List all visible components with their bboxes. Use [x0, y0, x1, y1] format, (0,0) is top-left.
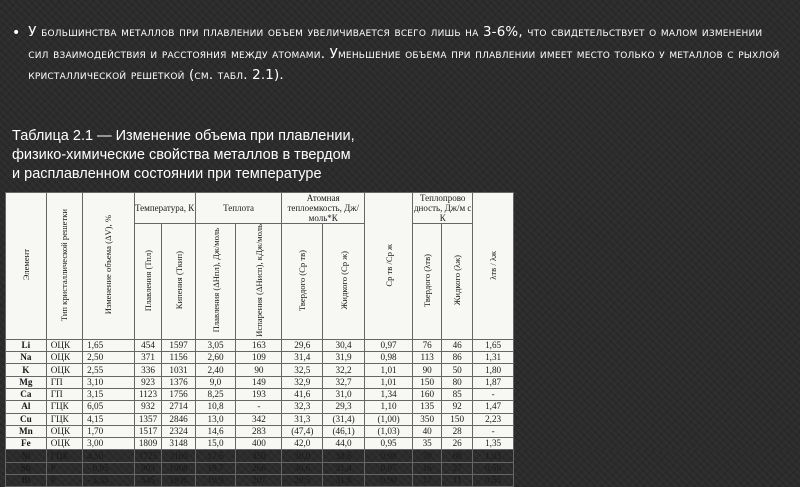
- table-cell: 1725: [134, 450, 162, 462]
- table-cell: 32,2: [323, 364, 365, 376]
- table-cell: 3,10: [83, 376, 134, 388]
- header-capacity: Атомная теплоемкость, Дж/моль*К: [282, 193, 365, 224]
- header-temperature: Температура, К: [134, 193, 195, 224]
- table-cell: 32,7: [323, 376, 365, 388]
- table-cell: Р: [46, 475, 82, 487]
- table-cell: 150: [413, 376, 442, 388]
- table-cell: 1,47: [473, 401, 514, 413]
- table-cell: 903: [134, 462, 162, 474]
- table-cell: 29,3: [323, 401, 365, 413]
- table-cell: 90: [236, 364, 282, 376]
- table-cell: 2,50: [83, 352, 134, 364]
- table-cell: 149: [236, 376, 282, 388]
- table-cell: 150: [442, 413, 473, 425]
- table-row: [6, 462, 514, 474]
- table-cell: 42,0: [282, 438, 323, 450]
- table-row: [6, 364, 514, 376]
- table-cell: ОЦК: [46, 425, 82, 437]
- table-cell: 1123: [134, 389, 162, 401]
- table-cell: 40: [413, 425, 442, 437]
- header-boiling-t: Кипения (Ткип): [162, 224, 195, 340]
- table-cell: 17,6: [195, 450, 236, 462]
- table-cell: 1517: [134, 425, 162, 437]
- header-ratio-c: Ср тв /Ср ж: [364, 193, 412, 340]
- table-cell: (1,00): [364, 413, 412, 425]
- table-cell: 11: [442, 475, 473, 487]
- table-cell: 1908: [162, 462, 195, 474]
- table-cell: ОЦК: [46, 352, 82, 364]
- table-cell: 545: [134, 475, 162, 487]
- table-cell: 932: [134, 401, 162, 413]
- table-row: [6, 450, 514, 462]
- table-cell: 1,65: [83, 339, 134, 351]
- table-row: [6, 339, 514, 351]
- table-cell: 3,15: [83, 389, 134, 401]
- table-cell: 16: [413, 462, 442, 474]
- bullet-text: У большинства металлов при плавлении объем увеличивается всего лишь на 3-6%, что свидетельствует о малом изменении сил взаимодействия и расстояния между атомами. Уменьшение объема при плавлении имеет место только у металлов с рыхлой кристаллической решеткой (см. табл. 2.1).: [28, 25, 780, 83]
- header-element: Элемент: [6, 193, 47, 340]
- table-cell: 1597: [162, 339, 195, 351]
- header-heat: Теплота: [195, 193, 282, 224]
- table-cell: 86: [442, 352, 473, 364]
- table-cell: -: [473, 389, 514, 401]
- table-cell: 336: [134, 364, 162, 376]
- table-cell: 2714: [162, 401, 195, 413]
- table-cell: 4,50: [83, 450, 134, 462]
- header-solid-c: Твердого (Ср тв): [282, 224, 323, 340]
- table-cell: 31,4: [323, 462, 365, 474]
- table-cell: 1,34: [364, 389, 412, 401]
- table-cell: 1,70: [83, 425, 134, 437]
- table-cell: 3160: [162, 450, 195, 462]
- table-scan: [5, 192, 514, 486]
- table-cell: ГП: [46, 376, 82, 388]
- table-row: [6, 475, 514, 487]
- table-cell: 207: [236, 475, 282, 487]
- element-cell: K: [6, 364, 47, 376]
- table-cell: 26: [442, 438, 473, 450]
- table-cell: 0,97: [364, 462, 412, 474]
- table-cell: 3,00: [83, 438, 134, 450]
- table-cell: 31,8: [323, 475, 365, 487]
- table-row: [6, 389, 514, 401]
- table-cell: 32,9: [282, 376, 323, 388]
- table-cell: 10,8: [195, 401, 236, 413]
- table-cell: 0,59: [473, 462, 514, 474]
- table-cell: - 0,95: [83, 462, 134, 474]
- table-cell: ГЦК: [46, 413, 82, 425]
- table-cell: 4,15: [83, 413, 134, 425]
- table-cell: 163: [236, 339, 282, 351]
- table-cell: 0,97: [364, 339, 412, 351]
- table-cell: ГЦК: [46, 401, 82, 413]
- table-cell: 1,65: [473, 339, 514, 351]
- table-cell: (47,4): [282, 425, 323, 437]
- element-cell: Ca: [6, 389, 47, 401]
- table-cell: - 3,35: [83, 475, 134, 487]
- table-row: [6, 401, 514, 413]
- element-cell: Ni: [6, 450, 47, 462]
- table-caption: [12, 127, 452, 184]
- table-cell: 3,05: [195, 339, 236, 351]
- element-cell: Mg: [6, 376, 47, 388]
- caption-line-2: физико-химические свойства металлов в твердом: [12, 147, 351, 163]
- table-cell: 14,6: [195, 425, 236, 437]
- table-cell: 113: [413, 352, 442, 364]
- table-body: [6, 339, 514, 487]
- table-cell: 1,01: [364, 376, 412, 388]
- table-cell: 50: [442, 364, 473, 376]
- table-cell: 28: [442, 425, 473, 437]
- table-cell: 31,9: [323, 352, 365, 364]
- table-cell: 32,3: [282, 401, 323, 413]
- element-cell: Mn: [6, 425, 47, 437]
- element-cell: Fe: [6, 438, 47, 450]
- table-cell: 19,7: [195, 462, 236, 474]
- table-cell: 41,6: [282, 389, 323, 401]
- table-cell: ГП: [46, 389, 82, 401]
- table-cell: 193: [236, 389, 282, 401]
- header-melting-t: Плавления (Тпл): [134, 224, 162, 340]
- header-volume-change: Изменение объема (ΔV), %: [83, 193, 134, 340]
- table-row: [6, 425, 514, 437]
- table-cell: ОЦК: [46, 438, 82, 450]
- table-cell: 3148: [162, 438, 195, 450]
- table-cell: 90: [413, 364, 442, 376]
- element-cell: Li: [6, 339, 47, 351]
- table-cell: 2,40: [195, 364, 236, 376]
- table-cell: 2,23: [473, 413, 514, 425]
- table-cell: 350: [413, 413, 442, 425]
- table-cell: 1031: [162, 364, 195, 376]
- header-liquid-k: Жидкого (λж): [442, 224, 473, 340]
- table-cell: 46: [442, 339, 473, 351]
- table-cell: 1,10: [364, 401, 412, 413]
- table-cell: 0,98: [364, 352, 412, 364]
- table-cell: 342: [236, 413, 282, 425]
- table-cell: 44,0: [323, 438, 365, 450]
- table-cell: 31,4: [282, 352, 323, 364]
- table-cell: ГЦК: [46, 450, 82, 462]
- table-cell: 80: [442, 376, 473, 388]
- table-cell: (31,4): [323, 413, 365, 425]
- table-cell: 38,0: [282, 450, 323, 462]
- table-cell: 15,0: [195, 438, 236, 450]
- header-solid-k: Твердого (λтв): [413, 224, 442, 340]
- table-cell: ОЦК: [46, 364, 82, 376]
- table-cell: 1,35: [473, 438, 514, 450]
- table-cell: 30,6: [282, 462, 323, 474]
- table-cell: 76: [413, 339, 442, 351]
- table-cell: Р: [46, 462, 82, 474]
- caption-line-3: и расплавленном состоянии при температуре: [12, 166, 322, 182]
- table-cell: 2,60: [195, 352, 236, 364]
- table-cell: 17: [413, 475, 442, 487]
- table-cell: 27: [442, 462, 473, 474]
- header-evap-h: Испарения (ΔHисп), кДж/моль: [236, 224, 282, 340]
- table-cell: 1376: [162, 376, 195, 388]
- table-cell: 32,5: [282, 364, 323, 376]
- table-cell: 0,55: [473, 475, 514, 487]
- table-cell: 1357: [134, 413, 162, 425]
- header-melting-h: Плавления (ΔHпл), Дж/моль: [195, 224, 236, 340]
- table-cell: 70: [413, 450, 442, 462]
- header-conductivity: Теплопрово дность, Дж/м с К: [413, 193, 472, 223]
- table-cell: 266: [236, 462, 282, 474]
- metals-table: [5, 192, 514, 487]
- table-row: [6, 413, 514, 425]
- table-cell: 10,9: [195, 475, 236, 487]
- caption-line-1: Таблица 2.1 — Изменение объема при плавлении,: [12, 128, 355, 144]
- table-cell: 1,01: [364, 364, 412, 376]
- element-cell: Sb: [6, 462, 47, 474]
- table-cell: 283: [236, 425, 282, 437]
- table-cell: 371: [134, 352, 162, 364]
- table-cell: 28,5: [282, 475, 323, 487]
- table-cell: 30,4: [323, 339, 365, 351]
- element-cell: Bi: [6, 475, 47, 487]
- table-cell: 2846: [162, 413, 195, 425]
- table-cell: 29,6: [282, 339, 323, 351]
- table-cell: 31,3: [282, 413, 323, 425]
- element-cell: Cu: [6, 413, 47, 425]
- table-cell: -: [473, 425, 514, 437]
- header-lattice: Тип кристаллической решетки: [46, 193, 82, 340]
- table-cell: 92: [442, 401, 473, 413]
- table-cell: 1936: [162, 475, 195, 487]
- table-cell: 1,31: [473, 352, 514, 364]
- table-cell: 923: [134, 376, 162, 388]
- table-cell: 85: [442, 389, 473, 401]
- table-cell: 450: [236, 450, 282, 462]
- table-row: [6, 352, 514, 364]
- table-row: [6, 438, 514, 450]
- element-cell: Na: [6, 352, 47, 364]
- table-cell: 0,98: [364, 450, 412, 462]
- table-row: [6, 376, 514, 388]
- table-cell: ОЦК: [46, 339, 82, 351]
- table-cell: 135: [413, 401, 442, 413]
- table-cell: (1,03): [364, 425, 412, 437]
- bullet-dot: •: [12, 25, 21, 41]
- table-cell: 0,90: [364, 475, 412, 487]
- header-liquid-c: Жидкого (Ср ж): [323, 224, 365, 340]
- table-cell: 68: [442, 450, 473, 462]
- bullet-point: [12, 22, 782, 87]
- table-cell: 6,05: [83, 401, 134, 413]
- table-cell: 1,80: [473, 364, 514, 376]
- table-cell: 9,0: [195, 376, 236, 388]
- table-cell: 1809: [134, 438, 162, 450]
- table-cell: 0,95: [364, 438, 412, 450]
- table-cell: 400: [236, 438, 282, 450]
- element-cell: Al: [6, 401, 47, 413]
- table-cell: (46,1): [323, 425, 365, 437]
- table-cell: 38,6: [323, 450, 365, 462]
- table-cell: 31,0: [323, 389, 365, 401]
- table-cell: 1,87: [473, 376, 514, 388]
- table-cell: 1756: [162, 389, 195, 401]
- table-cell: 109: [236, 352, 282, 364]
- table-cell: 454: [134, 339, 162, 351]
- table-cell: -: [236, 401, 282, 413]
- table-cell: 2,55: [83, 364, 134, 376]
- table-cell: 8,25: [195, 389, 236, 401]
- table-cell: 1,03: [473, 450, 514, 462]
- table-cell: 13,0: [195, 413, 236, 425]
- table-cell: 1156: [162, 352, 195, 364]
- table-cell: 2324: [162, 425, 195, 437]
- header-ratio-k: λтв / λж: [473, 193, 514, 340]
- table-cell: 35: [413, 438, 442, 450]
- table-cell: 160: [413, 389, 442, 401]
